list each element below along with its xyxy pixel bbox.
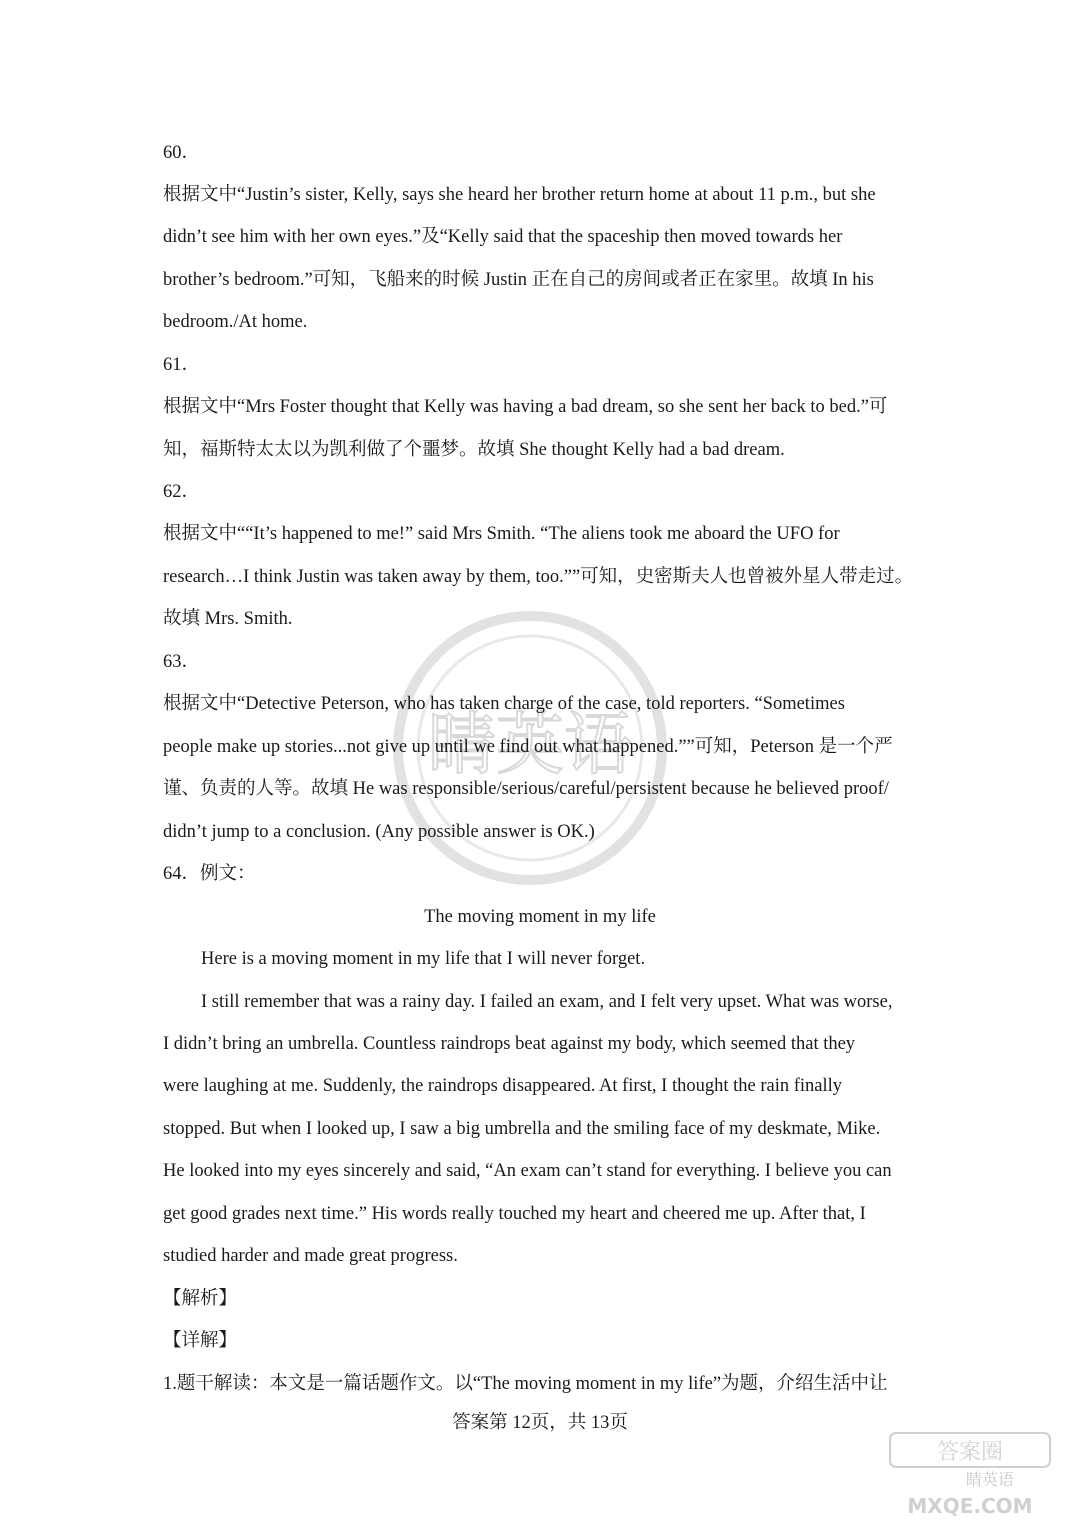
answer-text-line: research…I think Justin was taken away by them, too.””可知，史密斯夫人也曾被外星人带走过。	[163, 567, 914, 587]
answer-text-line: 谨、负责的人等。故填 He was responsible/serious/careful/persistent because he believed proof/	[163, 779, 889, 799]
detail-heading: 【详解】	[163, 1331, 238, 1351]
answer-text-line: brother’s bedroom.”可知，飞船来的时候 Justin 正在自己的房间或者正在家里。故填 In his	[163, 270, 874, 290]
essay-title: The moving moment in my life	[424, 907, 656, 927]
essay-paragraph-line: He looked into my eyes sincerely and said, “An exam can’t stand for everything. I believe you can	[163, 1161, 892, 1181]
question-number-62: 62．	[163, 482, 201, 502]
logo-text-top: 答案圈	[936, 1440, 1004, 1465]
answer-text-line: 根据文中““It’s happened to me!” said Mrs Smith. “The aliens took me aboard the UFO for	[163, 524, 840, 544]
question-number-63: 63．	[163, 652, 201, 672]
answer-text-line: 根据文中“Justin’s sister, Kelly, says she heard her brother return home at about 11 p.m., but she	[163, 185, 876, 205]
question-number-60: 60．	[163, 143, 201, 163]
essay-paragraph-line: were laughing at me. Suddenly, the raindrops disappeared. At first, I thought the rain finally	[163, 1076, 843, 1096]
question-number-61: 61．	[163, 355, 201, 375]
logo-text-mid: 睛英语	[965, 1470, 1015, 1489]
watermark-text: 睛英语	[427, 706, 633, 785]
essay-paragraph-line: get good grades next time.” His words really touched my heart and cheered me up. After that, I	[163, 1204, 866, 1224]
answer-text-line: 根据文中“Mrs Foster thought that Kelly was having a bad dream, so she sent her back to bed.”可	[163, 397, 888, 417]
answer-text-line: didn’t see him with her own eyes.”及“Kelly said that the spaceship then moved towards her	[163, 227, 843, 247]
logo-text-bottom: MXQE.COM	[907, 1494, 1033, 1518]
answer-text-line: 根据文中“Detective Peterson, who has taken charge of the case, told reporters. “Sometimes	[163, 694, 845, 714]
essay-paragraph-line: stopped. But when I looked up, I saw a big umbrella and the smiling face of my deskmate, Mike.	[163, 1119, 881, 1139]
question-number-64: 64．例文：	[163, 864, 256, 884]
essay-paragraph-line: Here is a moving moment in my life that I will never forget.	[201, 949, 646, 969]
site-logo-stamp	[880, 1425, 1060, 1521]
answer-text-line: didn’t jump to a conclusion. (Any possible answer is OK.)	[163, 822, 595, 842]
essay-paragraph-line: studied harder and made great progress.	[163, 1246, 458, 1266]
analysis-heading: 【解析】	[163, 1289, 238, 1309]
answer-text-line: bedroom./At home.	[163, 312, 308, 332]
answer-text-line: 知，福斯特太太以为凯利做了个噩梦。故填 She thought Kelly had a bad dream.	[163, 440, 785, 460]
answer-text-line: 故填 Mrs. Smith.	[163, 609, 293, 629]
answer-text-line: people make up stories...not give up until we find out what happened.””可知，Peterson 是一个严	[163, 737, 893, 757]
essay-paragraph-line: I didn’t bring an umbrella. Countless raindrops beat against my body, which seemed that they	[163, 1034, 856, 1054]
essay-paragraph-line: I still remember that was a rainy day. I failed an exam, and I felt very upset. What was worse,	[201, 992, 893, 1012]
explanation-line: 1.题干解读：本文是一篇话题作文。以“The moving moment in my life”为题，介绍生活中让	[163, 1374, 888, 1394]
page-footer: 答案第 12页，共 13页	[452, 1413, 628, 1433]
